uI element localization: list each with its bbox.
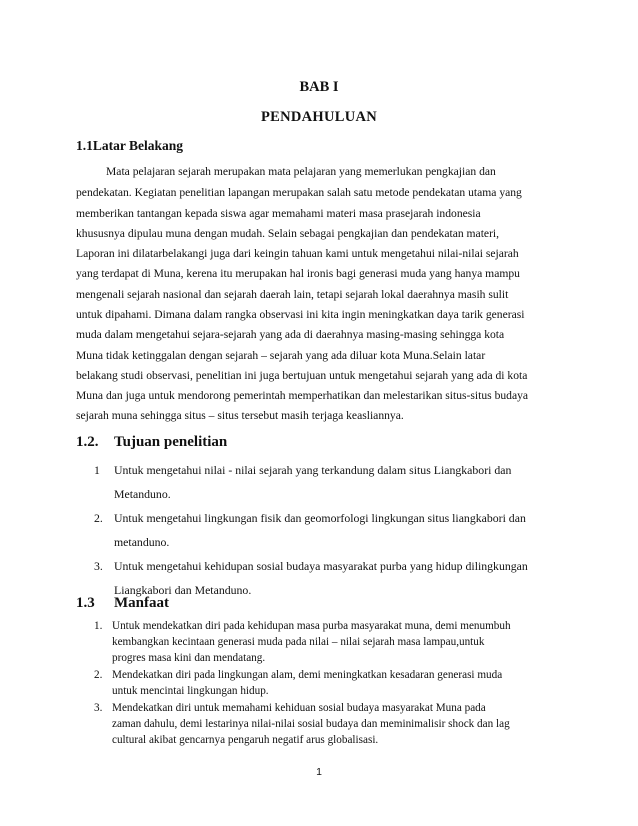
list-item-number: 2. — [94, 669, 103, 681]
section-heading-latar-belakang: 1.1Latar Belakang — [76, 138, 184, 153]
list-item-line: metanduno. — [114, 535, 170, 549]
chapter-label: BAB I — [299, 79, 339, 95]
list-item-line: Mendekatkan diri pada lingkungan alam, demi meningkatkan kesadaran generasi muda — [112, 669, 503, 681]
paragraph-line: sejarah muna sehingga situs – situs tersebut masih terjaga keasliannya. — [76, 409, 404, 422]
list-item-line: Liangkabori dan Metanduno. — [114, 583, 252, 597]
list-item-line: Untuk mengetahui lingkungan fisik dan geomorfologi lingkungan situs liangkabori dan — [114, 511, 526, 525]
page-number: 1 — [316, 766, 322, 778]
list-item-line: Mendekatkan diri untuk memahami kehiduan sosial budaya masyarakat Muna pada — [112, 702, 486, 714]
list-item-line: Untuk mendekatkan diri pada kehidupan masa purba masyarakat muna, demi menumbuh — [112, 620, 511, 632]
section-heading-tujuan — [76, 434, 227, 451]
list-item-line: Metanduno. — [114, 487, 171, 501]
section-number: 1.2. — [76, 434, 99, 450]
section-title: Tujuan penelitian — [114, 434, 228, 450]
paragraph-line: belakang studi observasi, penelitian ini juga bertujuan untuk mengetahui sejarah yang ada di kota — [76, 369, 528, 382]
paragraph-line: yang terdapat di Muna, kerena itu merupakan hal ironis bagi generasi muda yang hanya mampu — [76, 267, 520, 280]
list-item-number: 1 — [94, 463, 100, 477]
section-title: Manfaat — [114, 595, 169, 611]
list-item-line: Untuk mengetahui kehidupan sosial budaya masyarakat purba yang hidup dilingkungan — [114, 559, 528, 573]
list-item-line: Untuk mengetahui nilai - nilai sejarah yang terkandung dalam situs Liangkabori dan — [114, 463, 512, 477]
paragraph-line: pendekatan. Kegiatan penelitian lapangan merupakan salah satu metode pendekatan utama yang — [76, 186, 522, 199]
section-number: 1.3 — [76, 595, 95, 611]
paragraph-line: untuk dipahami. Dimana dalam rangka observasi ini kita ingin meningkatkan daya tarik generasi — [76, 308, 525, 321]
paragraph-line: Laporan ini dilatarbelakangi juga dari keingin tahuan kami untuk mengetahui nilai-nilai sejarah — [76, 247, 519, 260]
list-item-number: 3. — [94, 559, 103, 573]
list-item-line: progres masa kini dan mendatang. — [112, 652, 266, 664]
list-item-number: 2. — [94, 511, 103, 525]
paragraph-line: memberikan tantangan kepada siswa agar memahami materi masa prasejarah indonesia — [76, 207, 481, 220]
paragraph-line: khususnya dipulau muna dengan mudah. Selain sebagai pengkajian dan pendekatan materi, — [76, 227, 500, 240]
paragraph-line: Mata pelajaran sejarah merupakan mata pelajaran yang memerlukan pengkajian dan — [106, 165, 496, 178]
paragraph-line: mengenali sejarah nasional dan sejarah daerah lain, tetapi sejarah lokal daerahnya masih sulit — [76, 288, 509, 301]
paragraph-line: muda dalam mengetahui sejara-sejarah yang ada di daerahnya masing-masing sehingga kota — [76, 328, 505, 341]
list-item-number: 3. — [94, 702, 103, 714]
chapter-title: PENDAHULUAN — [260, 109, 378, 125]
list-item-line: cultural akibat gencarnya pengaruh negatif arus globalisasi. — [112, 734, 379, 746]
paragraph-line: Muna dan juga untuk mendorong pemerintah memperhatikan dan melestarikan situs-situs budaya — [76, 389, 529, 402]
list-item-line: zaman dahulu, demi lestarinya nilai-nilai sosial budaya dan meminimalisir shock dan lag — [112, 718, 510, 730]
list-item-line: untuk mencintai lingkungan hidup. — [112, 685, 269, 697]
list-item-number: 1. — [94, 620, 103, 632]
paragraph-line: Muna tidak ketinggalan dengan sejarah – sejarah yang ada diluar kota Muna.Selain latar — [76, 349, 486, 362]
list-item-line: kembangkan kecintaan generasi muda pada nilai – nilai sejarah masa lampau,untuk — [112, 636, 485, 648]
section-heading-manfaat — [76, 595, 169, 612]
